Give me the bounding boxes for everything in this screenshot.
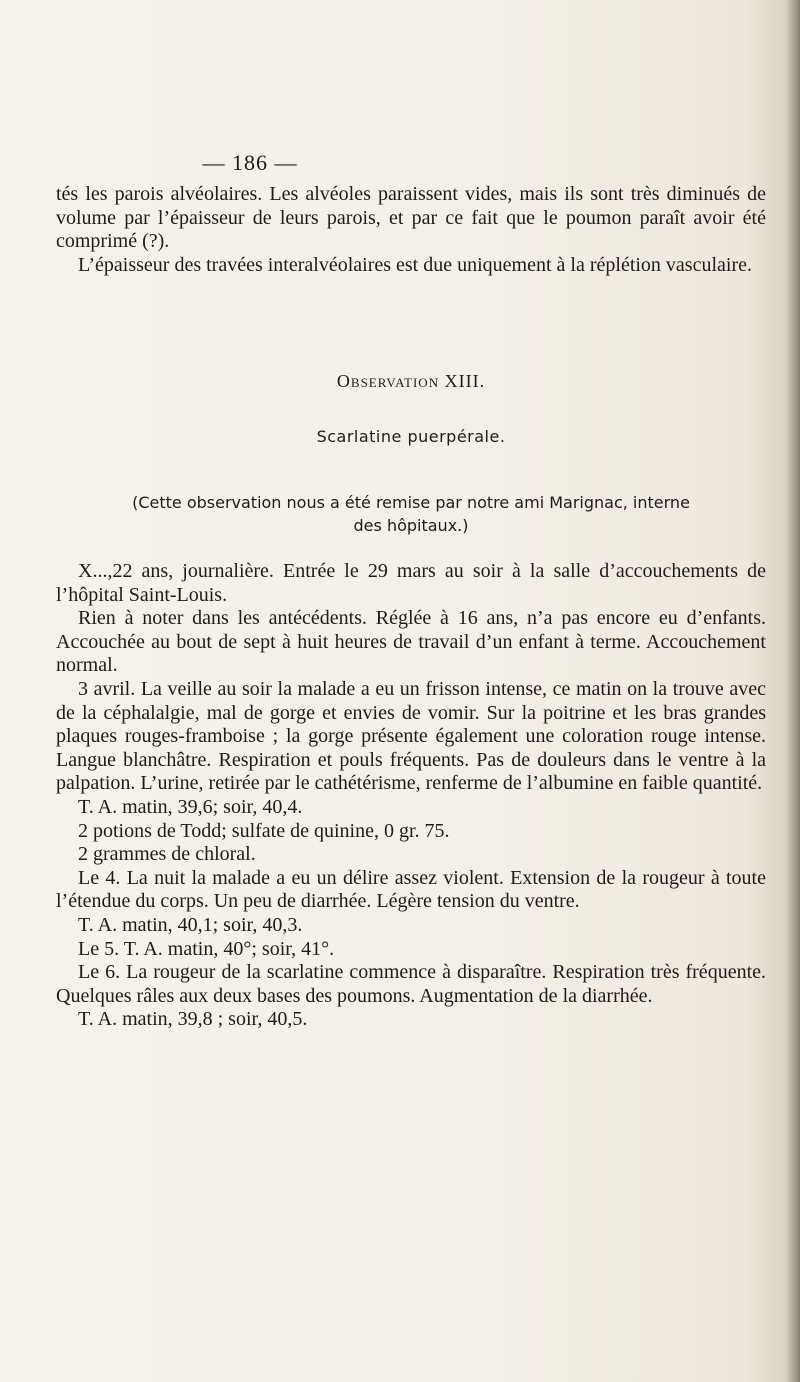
intro-text [56,183,766,277]
case-paragraph-temp-2: T. A. matin, 40,1; soir, 40,3. [78,913,303,936]
observation-subtitle: Scarlatine puerpérale. [316,427,506,446]
case-paragraph-day-4: Le 4. La nuit la malade a eu un délire assez violent. Extension de la rougeur à toute l’étendue du corps. Un peu de diarrhée. Légère tension du ventre. [56,866,766,913]
case-paragraph-day-5: Le 5. T. A. matin, 40°; soir, 41°. [78,937,335,960]
observation-note-line-1: (Cette observation nous a été remise par notre ami Marignac, interne [132,493,690,512]
observation-heading: Observation XIII. [336,371,486,391]
case-paragraph-treatment-2: 2 grammes de chloral. [78,843,256,866]
case-paragraph-admission: X...,22 ans, journalière. Entrée le 29 mars au soir à la salle d’accouchements de l’hôpital Saint-Louis. [56,560,766,606]
case-paragraph-temp-1: T. A. matin, 39,6; soir, 40,4. [78,795,303,818]
case-paragraph-history: Rien à noter dans les antécédents. Réglée à 16 ans, n’a pas encore eu d’enfants. Accouchée au bout de sept à huit heures de travail d’un enfant à terme. Accouchement normal. [56,607,766,677]
observation-note-line-2: des hôpitaux.) [353,516,469,535]
case-paragraph-april-3: 3 avril. La veille au soir la malade a eu un frisson intense, ce matin on la trouve avec de la céphalalgie, mal de gorge et envies de vomir. Sur la poitrine et les bras grandes plaques rouges-framboise ; la gorge présente également une coloration rouge intense. Langue blanchâtre. Respiration et pouls fréquents. Pas de douleurs dans le ventre à la palpation. L’urine, retirée par le cathétérisme, renferme de l’albumine en faible quantité. [56,677,766,795]
page-binding-shadow [786,0,800,1382]
intro-paragraph-1: tés les parois alvéolaires. Les alvéoles paraissent vides, mais ils sont très diminués de volume par l’épaisseur de leurs parois, et par ce fait que le poumon paraît avoir été comprimé (?). [56,183,766,253]
case-paragraph-temp-3: T. A. matin, 39,8 ; soir, 40,5. [78,1008,308,1031]
case-paragraph-day-6: Le 6. La rougeur de la scarlatine commence à disparaître. Respiration très fréquente. Quelques râles aux deux bases des poumons. Augmentation de la diarrhée. [56,961,766,1007]
page-number: — 186 — [202,150,298,175]
case-paragraph-treatment-1: 2 potions de Todd; sulfate de quinine, 0 gr. 75. [78,819,450,842]
case-report [56,560,766,1032]
observation-note [56,491,766,537]
intro-paragraph-2: L’épaisseur des travées interalvéolaires est due uniquement à la réplétion vasculaire. [78,253,752,276]
